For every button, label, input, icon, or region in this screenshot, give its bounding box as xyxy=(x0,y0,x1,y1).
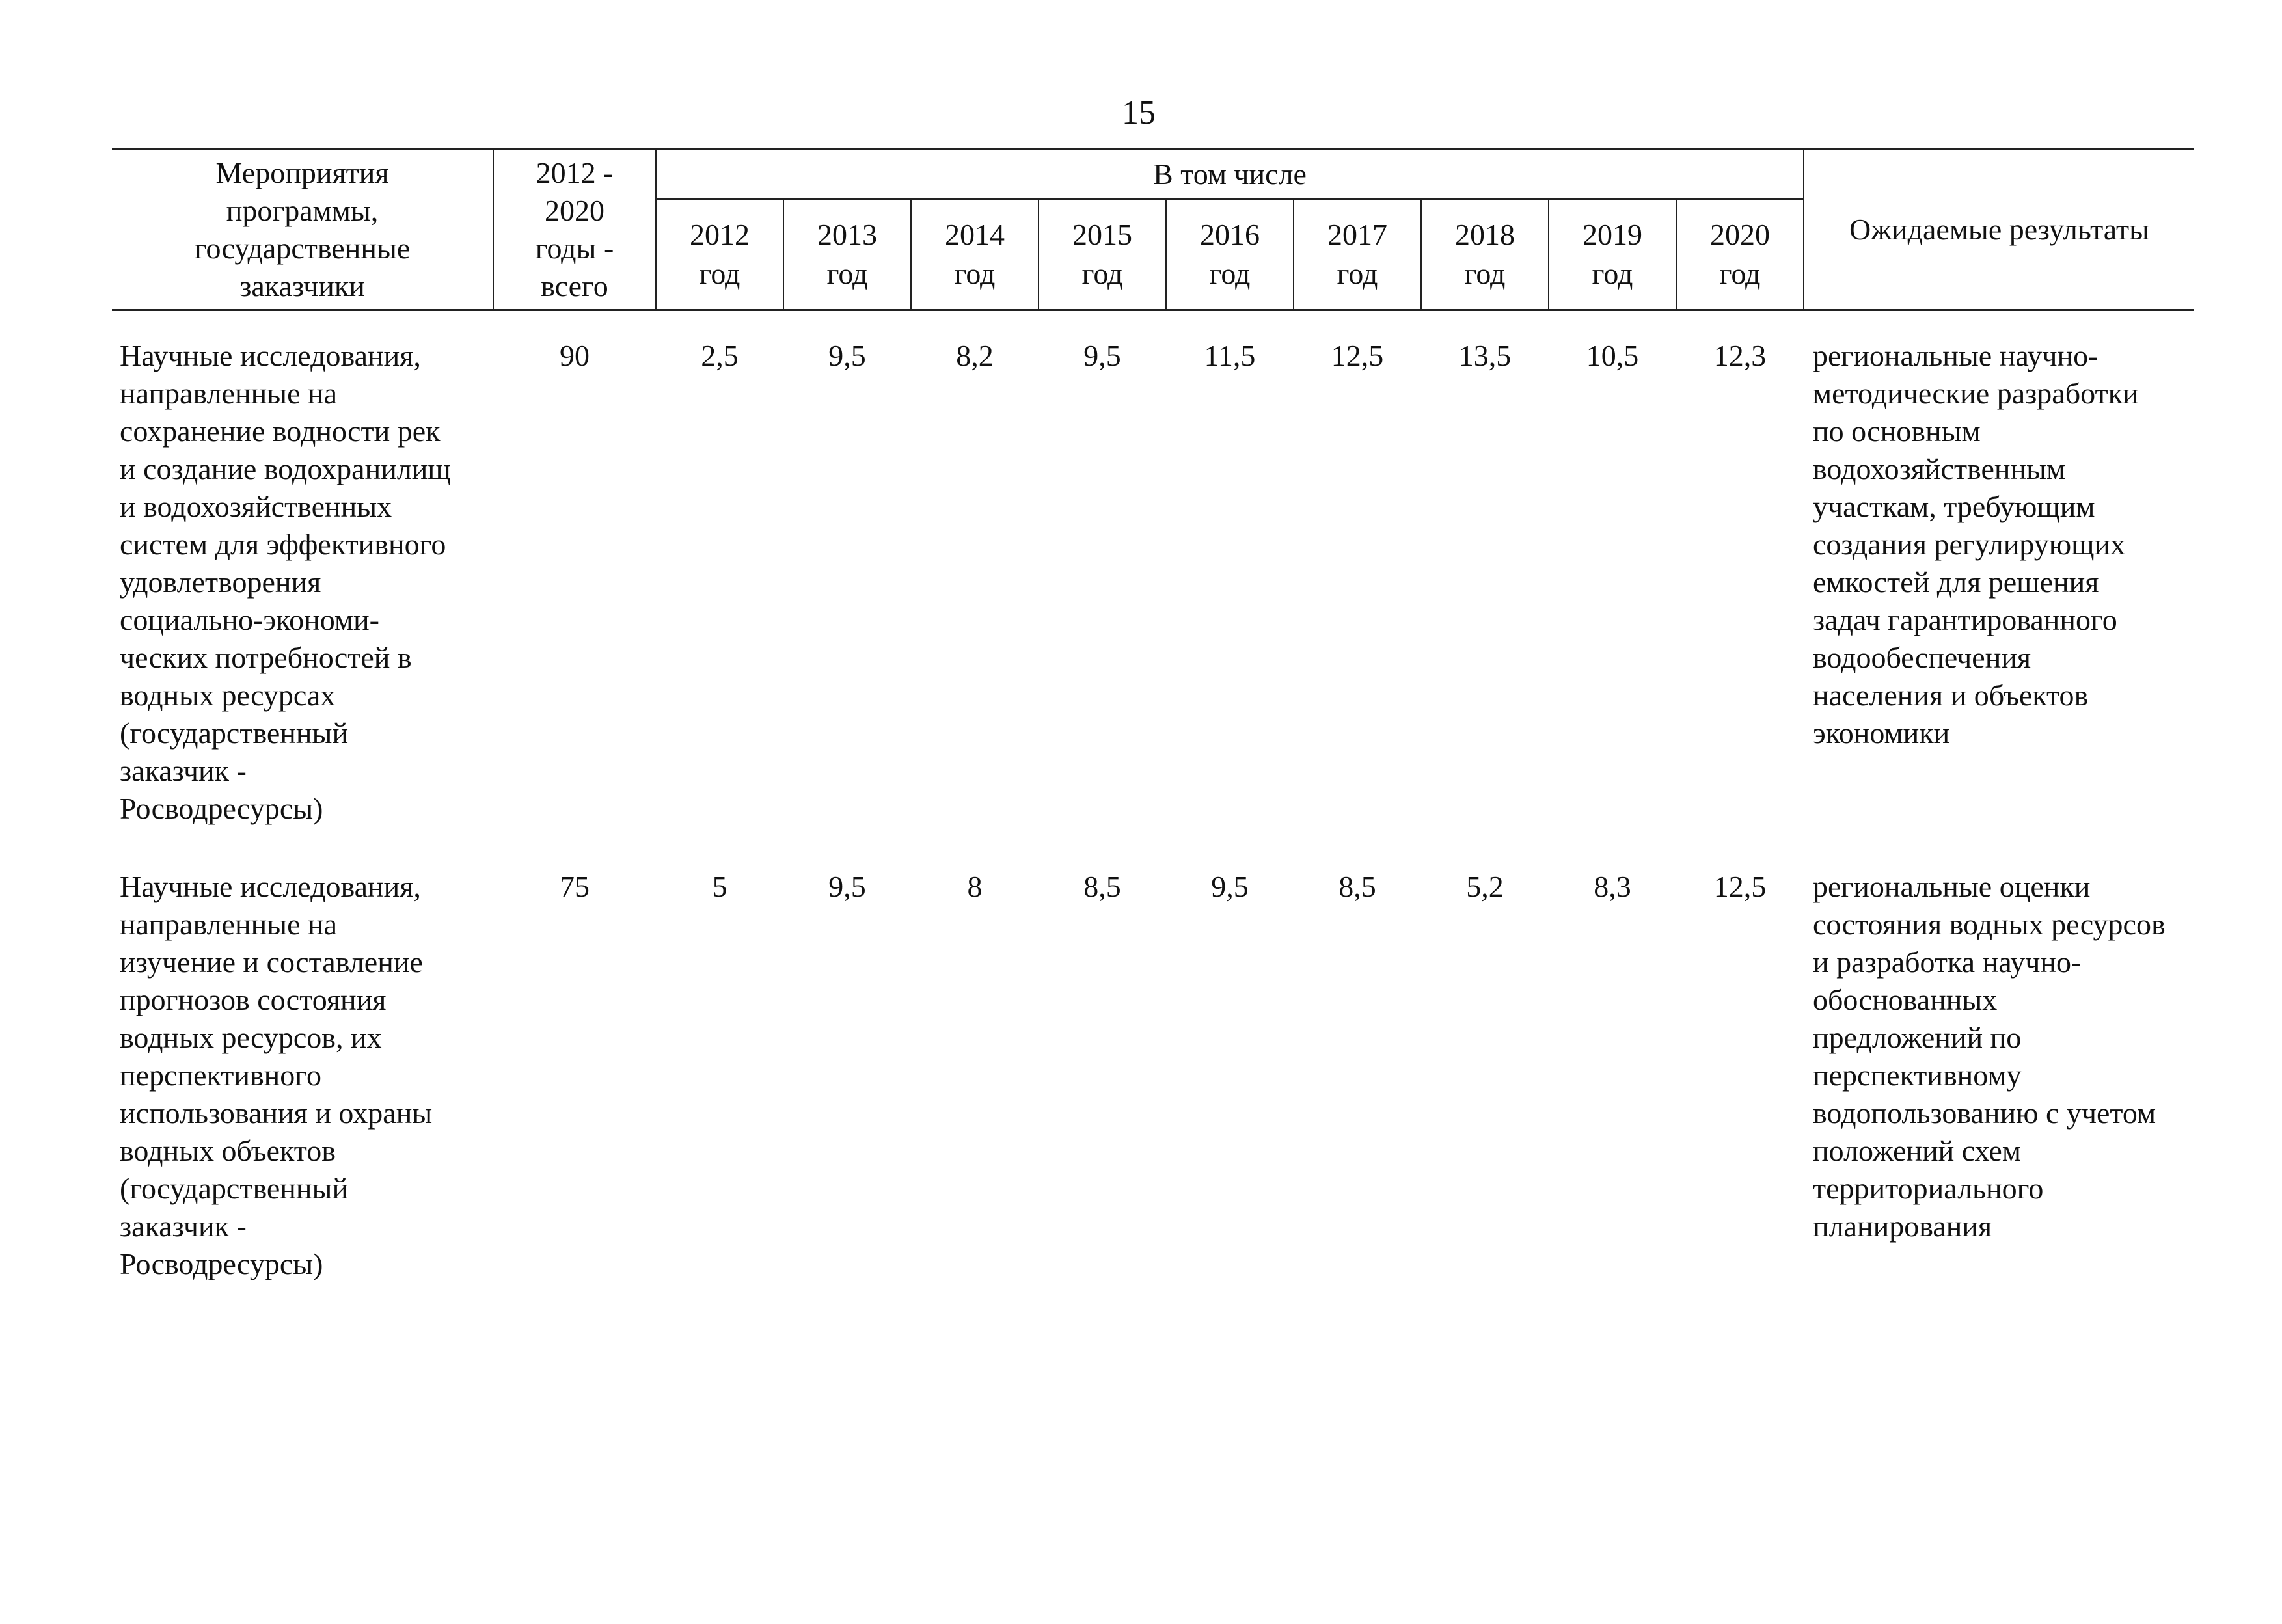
measure-line: (государственный xyxy=(120,1172,349,1205)
header-year-2013 xyxy=(783,199,911,310)
measure-cell xyxy=(112,337,493,828)
measure-line: Росводресурсы) xyxy=(120,1247,323,1280)
header-year-unit: год xyxy=(1081,257,1123,291)
measure-line: ческих потребностей в xyxy=(120,641,412,674)
measure-cell xyxy=(112,868,493,1283)
result-line: положений схем xyxy=(1813,1134,2021,1167)
value-cell-2019: 10,5 xyxy=(1586,339,1639,372)
measure-line: (государственный xyxy=(120,716,349,750)
header-year-unit: год xyxy=(1592,257,1633,291)
header-measures-line: Мероприятия xyxy=(215,156,389,189)
measure-line: заказчик - xyxy=(120,754,247,787)
measure-line: Научные исследования, xyxy=(120,870,421,903)
spacer-cell xyxy=(112,828,2194,868)
header-year-unit: год xyxy=(1209,257,1251,291)
header-year-label: 2020 xyxy=(1710,218,1770,252)
header-results: Ожидаемые результаты xyxy=(1804,150,2194,310)
header-total-line: 2012 - xyxy=(536,156,614,189)
header-year-2015 xyxy=(1039,199,1166,310)
result-line: водопользованию с учетом xyxy=(1813,1096,2156,1130)
result-line: участкам, требующим xyxy=(1813,490,2095,523)
total-cell: 75 xyxy=(560,870,590,903)
header-year-2014 xyxy=(911,199,1039,310)
value-cell-2020: 12,5 xyxy=(1713,870,1767,903)
measure-line: Научные исследования, xyxy=(120,339,421,372)
result-line: обоснованных xyxy=(1813,983,1998,1016)
result-line: по основным xyxy=(1813,414,1981,448)
result-line: экономики xyxy=(1813,716,1950,750)
header-year-label: 2019 xyxy=(1582,218,1642,252)
measure-line: и водохозяйственных xyxy=(120,490,392,523)
value-cell-2016: 11,5 xyxy=(1204,339,1256,372)
measure-line: водных ресурсов, их xyxy=(120,1021,382,1054)
result-cell xyxy=(1804,337,2194,828)
measure-line: удовлетворения xyxy=(120,565,321,599)
measure-line: перспективного xyxy=(120,1059,322,1092)
header-year-unit: год xyxy=(699,257,740,291)
result-cell xyxy=(1804,868,2194,1283)
value-cell-2015: 8,5 xyxy=(1083,870,1121,903)
measure-line: направленные на xyxy=(120,377,338,410)
measure-line: и создание водохранилищ xyxy=(120,452,451,485)
header-year-2019 xyxy=(1549,199,1676,310)
value-cell-2020: 12,3 xyxy=(1713,339,1767,372)
header-year-2020 xyxy=(1676,199,1804,310)
header-year-unit: год xyxy=(954,257,996,291)
page-number: 15 xyxy=(1122,94,1156,131)
measure-line: систем для эффективного xyxy=(120,528,446,561)
result-line: населения и объектов xyxy=(1813,679,2089,712)
result-line: региональные оценки xyxy=(1813,870,2091,903)
value-cell-2013: 9,5 xyxy=(828,870,866,903)
result-line: региональные научно- xyxy=(1813,339,2099,372)
header-measures-line: программы, xyxy=(226,194,379,227)
header-measures-line: государственные xyxy=(194,232,411,265)
table-row xyxy=(112,337,2194,828)
result-line: планирования xyxy=(1813,1210,1992,1243)
measure-line: направленные на xyxy=(120,908,338,941)
value-cell-2012: 2,5 xyxy=(701,339,739,372)
value-cell-2014: 8 xyxy=(967,870,983,903)
value-cell-2015: 9,5 xyxy=(1083,339,1121,372)
header-year-2017 xyxy=(1294,199,1421,310)
result-line: водохозяйственным xyxy=(1813,452,2066,485)
result-line: состояния водных ресурсов xyxy=(1813,908,2166,941)
header-total-line: 2020 xyxy=(545,194,604,227)
table-row xyxy=(112,868,2194,1283)
value-cell-2017: 8,5 xyxy=(1338,870,1376,903)
measure-line: социально-экономи- xyxy=(120,603,379,636)
result-line: перспективному xyxy=(1813,1059,2022,1092)
header-year-label: 2014 xyxy=(945,218,1005,252)
header-measures-line: заказчики xyxy=(239,269,365,303)
spacer-row xyxy=(112,828,2194,868)
measure-line: сохранение водности рек xyxy=(120,414,441,448)
total-cell: 90 xyxy=(560,339,590,372)
header-year-label: 2016 xyxy=(1200,218,1260,252)
header-group-including: В том числе xyxy=(656,150,1804,200)
measure-line: использования и охраны xyxy=(120,1096,433,1130)
header-year-unit: год xyxy=(1464,257,1506,291)
result-line: территориального xyxy=(1813,1172,2044,1205)
header-total xyxy=(493,150,656,310)
header-year-2016 xyxy=(1166,199,1294,310)
result-line: задач гарантированного xyxy=(1813,603,2117,636)
value-cell-2018: 5,2 xyxy=(1466,870,1504,903)
value-cell-2012: 5 xyxy=(712,870,727,903)
measure-line: водных ресурсах xyxy=(120,679,336,712)
header-year-label: 2012 xyxy=(690,218,750,252)
header-year-label: 2017 xyxy=(1327,218,1387,252)
value-cell-2019: 8,3 xyxy=(1594,870,1631,903)
header-year-label: 2018 xyxy=(1455,218,1515,252)
header-total-line: годы - xyxy=(535,232,614,265)
value-cell-2017: 12,5 xyxy=(1331,339,1384,372)
header-measures xyxy=(112,150,493,310)
header-total-line: всего xyxy=(541,269,608,303)
header-year-label: 2015 xyxy=(1072,218,1132,252)
value-cell-2014: 8,2 xyxy=(956,339,994,372)
table-body xyxy=(112,310,2194,1284)
value-cell-2013: 9,5 xyxy=(828,339,866,372)
header-year-unit: год xyxy=(1719,257,1761,291)
header-year-2018 xyxy=(1421,199,1549,310)
measure-line: прогнозов состояния xyxy=(120,983,387,1016)
value-cell-2018: 13,5 xyxy=(1458,339,1512,372)
header-year-2012 xyxy=(656,199,783,310)
program-measures-table xyxy=(112,148,2194,1283)
spacer-cell xyxy=(112,310,2194,338)
table-header xyxy=(112,150,2194,310)
measure-line: заказчик - xyxy=(120,1210,247,1243)
measure-line: водных объектов xyxy=(120,1134,336,1167)
header-year-unit: год xyxy=(826,257,868,291)
header-year-unit: год xyxy=(1337,257,1378,291)
spacer-row xyxy=(112,310,2194,338)
value-cell-2016: 9,5 xyxy=(1211,870,1249,903)
result-line: предложений по xyxy=(1813,1021,2022,1054)
result-line: емкостей для решения xyxy=(1813,565,2099,599)
measure-line: изучение и составление xyxy=(120,945,423,979)
result-line: методические разработки xyxy=(1813,377,2139,410)
result-line: создания регулирующих xyxy=(1813,528,2126,561)
header-row-1 xyxy=(112,150,2194,200)
result-line: водообеспечения xyxy=(1813,641,2031,674)
measure-line: Росводресурсы) xyxy=(120,792,323,825)
header-year-label: 2013 xyxy=(817,218,877,252)
result-line: и разработка научно- xyxy=(1813,945,2082,979)
